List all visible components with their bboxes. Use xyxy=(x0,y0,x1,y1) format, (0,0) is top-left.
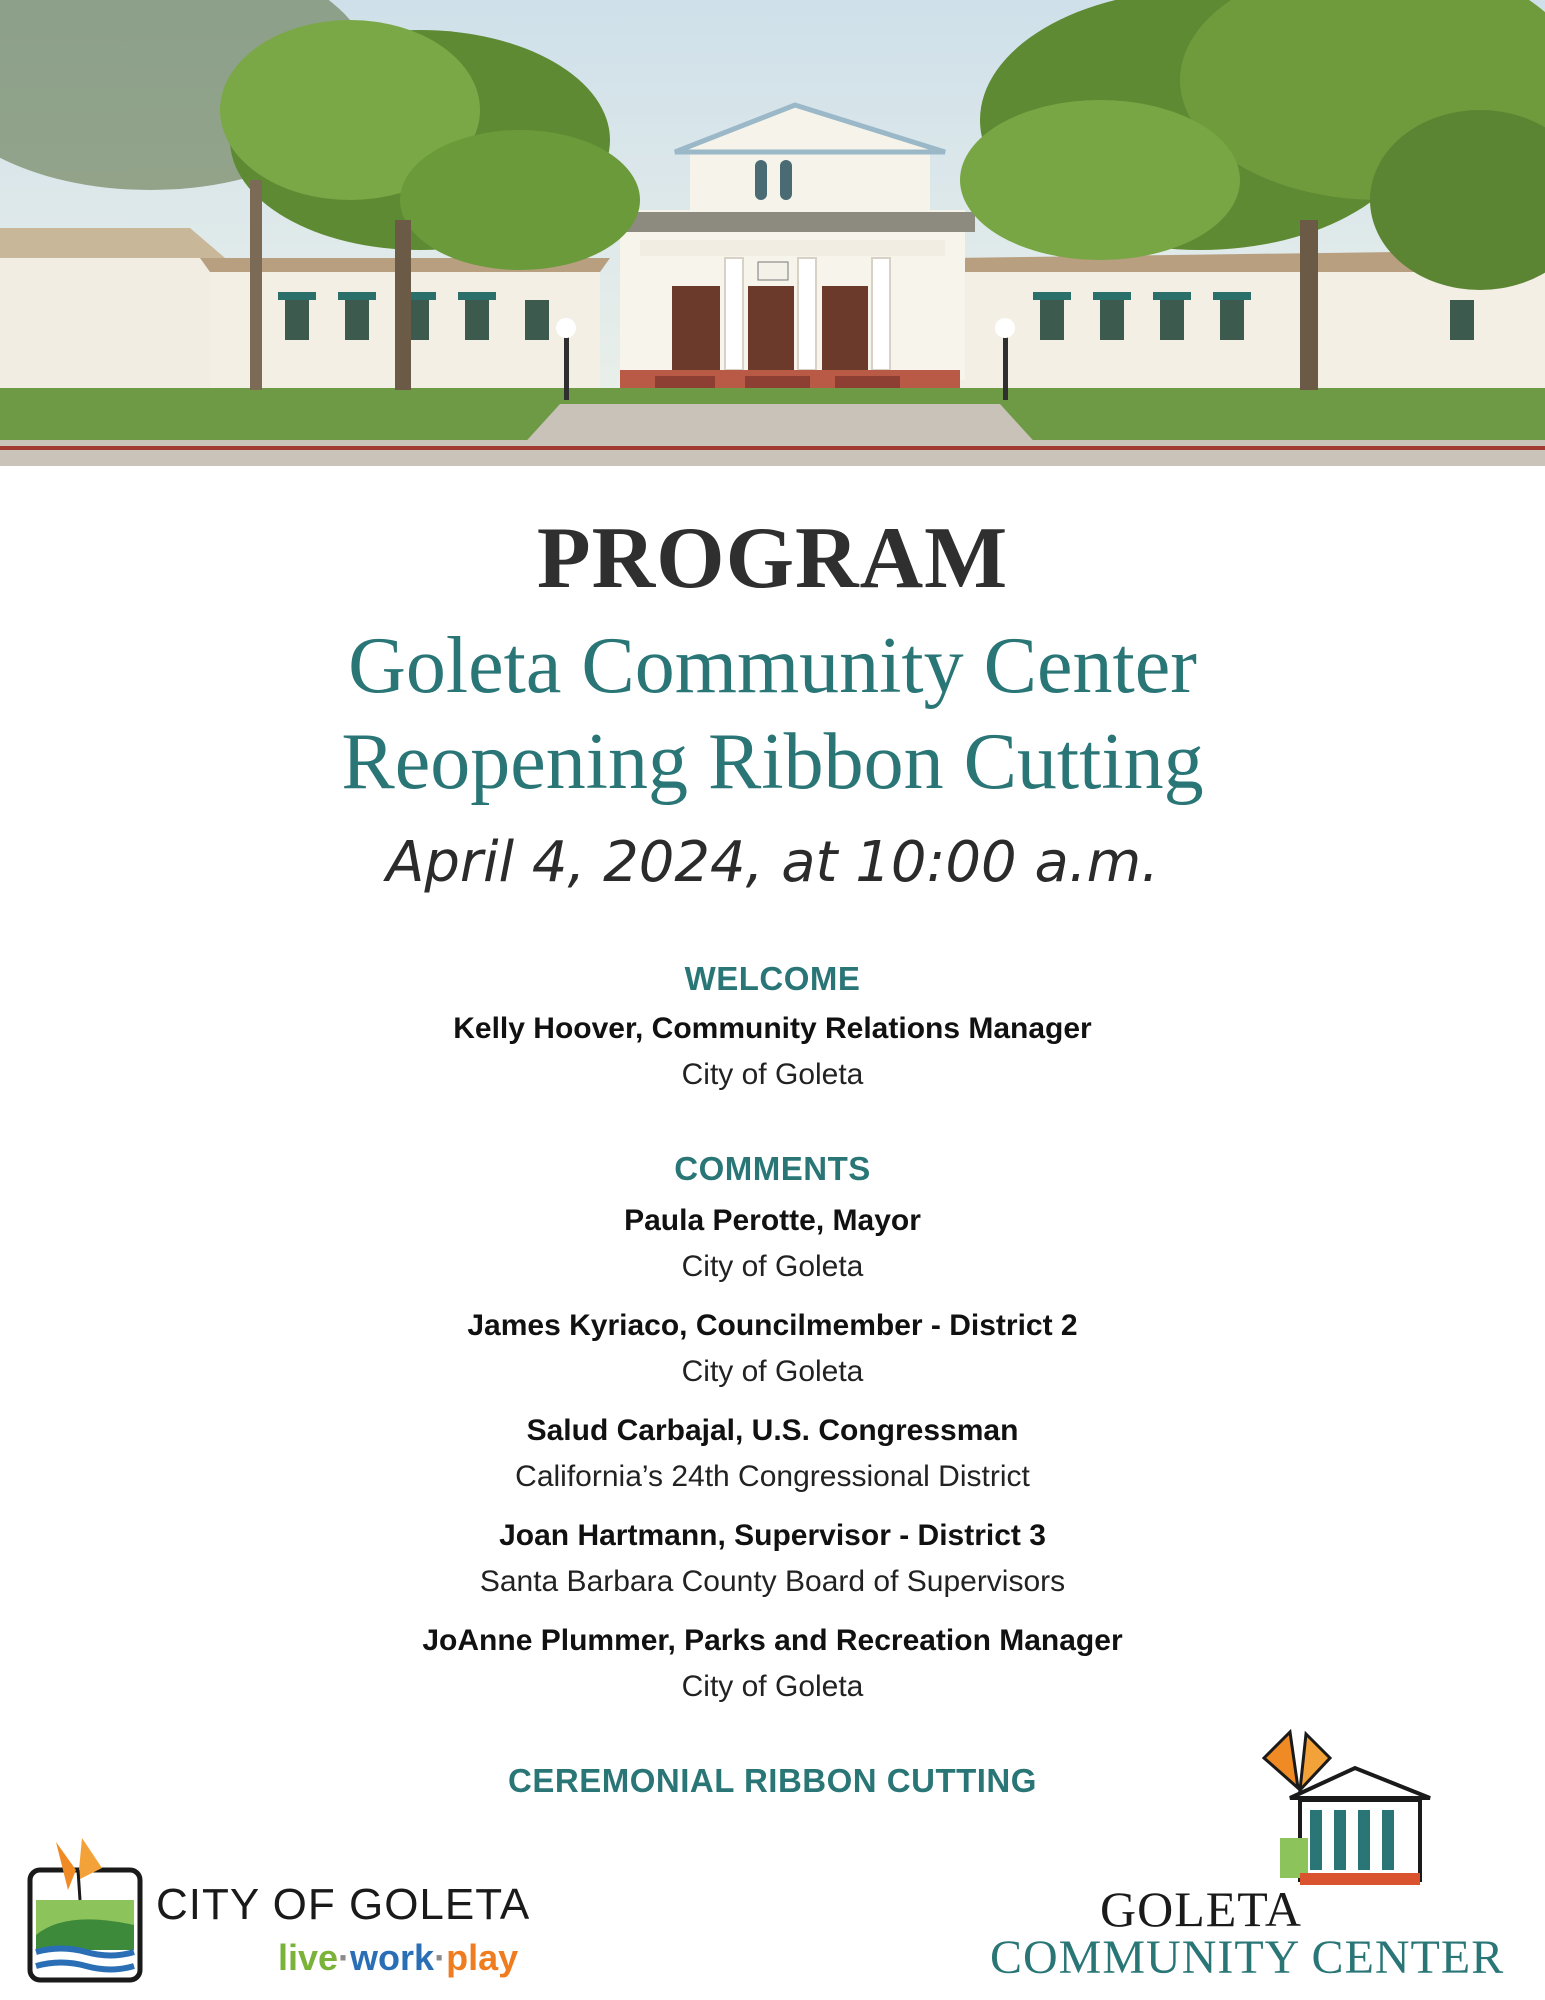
speaker-org: Santa Barbara County Board of Supervisors xyxy=(479,1565,1066,1598)
comments-heading: COMMENTS xyxy=(674,1150,871,1187)
speaker-org: California’s 24th Congressional District xyxy=(515,1460,1030,1493)
tagline-play: play xyxy=(446,1937,519,1978)
welcome-speaker-name: Kelly Hoover, Community Relations Manager xyxy=(453,1012,1092,1045)
hero-photo xyxy=(0,0,1545,466)
speaker-name: James Kyriaco, Councilmember - District 2 xyxy=(467,1309,1078,1342)
speaker-name: Paula Perotte, Mayor xyxy=(624,1204,921,1237)
community-center-logo xyxy=(1260,1728,1440,1893)
program-heading: PROGRAM xyxy=(536,510,1009,607)
center-logo-line1: GOLETA xyxy=(1100,1881,1302,1937)
city-logo-name: CITY OF GOLETA xyxy=(156,1880,531,1929)
tagline-work: work xyxy=(350,1937,435,1978)
speaker-org: City of Goleta xyxy=(681,1355,864,1388)
event-title-line-1: Goleta Community Center xyxy=(348,622,1197,710)
city-logo-tagline xyxy=(278,1937,518,1979)
speaker-name: Joan Hartmann, Supervisor - District 3 xyxy=(499,1519,1046,1552)
tagline-separator: · xyxy=(434,1937,447,1978)
welcome-speaker-org: City of Goleta xyxy=(681,1058,864,1091)
event-date: April 4, 2024, at 10:00 a.m. xyxy=(386,830,1159,895)
speaker-name: Salud Carbajal, U.S. Congressman xyxy=(526,1414,1019,1447)
center-logo-line2: COMMUNITY CENTER xyxy=(990,1931,1505,1984)
ceremony-heading: CEREMONIAL RIBBON CUTTING xyxy=(508,1762,1037,1799)
event-title-line-2: Reopening Ribbon Cutting xyxy=(341,718,1204,806)
tagline-separator: · xyxy=(338,1937,351,1978)
tagline-live: live xyxy=(278,1937,339,1978)
speaker-org: City of Goleta xyxy=(681,1250,864,1283)
welcome-heading: WELCOME xyxy=(684,960,861,997)
speaker-org: City of Goleta xyxy=(681,1670,864,1703)
speaker-name: JoAnne Plummer, Parks and Recreation Manager xyxy=(422,1624,1123,1657)
